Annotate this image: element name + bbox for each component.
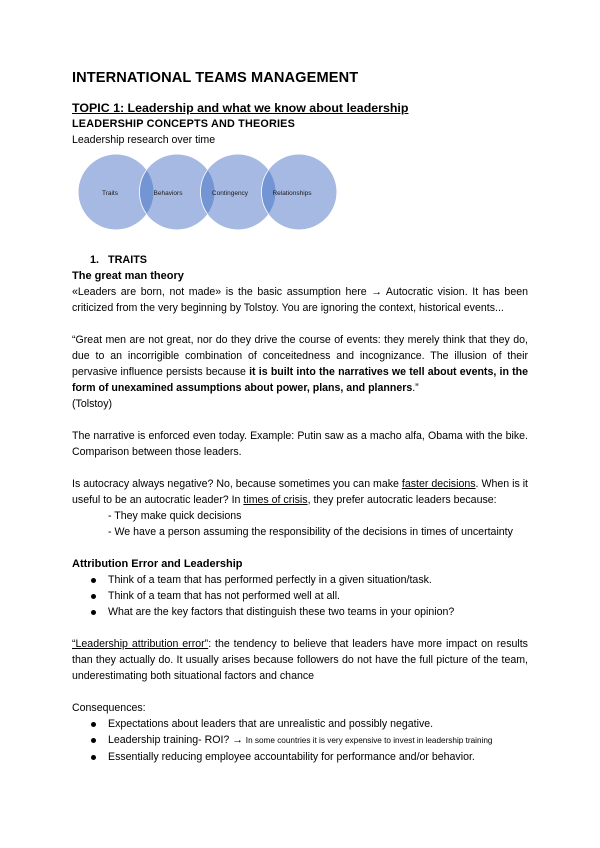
quote-text: “Great men are not great, nor do they drive the course of events: they merely think that they do, due to an incorrigible combination of conceitedness and incognizance. The illusion of their pervasive influence persists because [72, 334, 528, 378]
leadership-research-diagram [72, 150, 528, 236]
great-man-theory-heading: The great man theory [72, 270, 184, 282]
bullet-icon [91, 738, 96, 743]
autocracy-text-a: Is autocracy always negative? No, because sometimes you can make [72, 478, 402, 490]
circle-label-contingency: Contingency [211, 190, 249, 197]
document-page [72, 68, 528, 765]
definition-text: : the tendency to believe that leaders have more impact on results than they actually do. It usually arises because followers do not have the full picture of the team, underestimating both situational factors and chance [72, 638, 528, 682]
circle-label-behaviors: Behaviors [153, 190, 183, 197]
topic-title: TOPIC 1: Leadership and what we know about leadership [72, 101, 409, 115]
diagram-caption: Leadership research over time [72, 134, 216, 146]
bullet-item: Think of a team that has not performed well at all. [108, 588, 528, 604]
tolstoy-quote [72, 332, 528, 396]
consequence-note: In some countries it is very expensive to invest in leadership training [245, 736, 493, 745]
narrative-paragraph: The narrative is enforced even today. Example: Putin saw as a macho alfa, Obama with the bike. Comparison between those leaders. [72, 430, 528, 458]
times-of-crisis-underlined: times of crisis [243, 494, 308, 506]
great-man-paragraph: «Leaders are born, not made» is the basic assumption here → Autocratic vision. It has been criticized from the very beginning by Tolstoy. You are ignoring the context, historical events... [72, 286, 528, 314]
consequence-item: Leadership training- ROI? → In some countries it is very expensive to invest in leadership training [108, 732, 528, 749]
quote-end: .” [412, 382, 419, 394]
bullet-icon [91, 755, 96, 760]
reason-item: - We have a person assuming the responsibility of the decisions in times of uncertainty [108, 526, 513, 538]
autocracy-paragraph [72, 476, 528, 508]
circle-label-relationships: Relationships [272, 190, 312, 197]
traits-heading [72, 252, 528, 268]
attribution-bullets [72, 572, 528, 620]
traits-heading-text: TRAITS [108, 254, 147, 266]
circle-label-traits: Traits [101, 190, 119, 197]
section-title: LEADERSHIP CONCEPTS AND THEORIES [72, 118, 295, 130]
autocracy-text-c: , they prefer autocratic leaders because: [307, 494, 497, 506]
quote-author: (Tolstoy) [72, 398, 113, 410]
bullet-item: What are the key factors that distinguish these two teams in your opinion? [108, 604, 528, 620]
traits-number: 1. [90, 254, 100, 266]
bullet-icon [91, 594, 96, 599]
reason-item: - They make quick decisions [108, 510, 242, 522]
consequences-label: Consequences: [72, 702, 146, 714]
consequences-list [72, 716, 528, 765]
attribution-definition [72, 636, 528, 684]
autocracy-text-b: . When is it useful to be an autocratic leader? In [72, 478, 528, 506]
bullet-item: Think of a team that has performed perfectly in a given situation/task. [108, 572, 528, 588]
bullet-icon [91, 610, 96, 615]
bullet-icon [91, 722, 96, 727]
faster-decisions-underlined: faster decisions [401, 478, 476, 490]
consequence-item: Expectations about leaders that are unrealistic and possibly negative. [108, 716, 528, 732]
bullet-icon [91, 578, 96, 583]
consequence-item: Essentially reducing employee accountability for performance and/or behavior. [108, 749, 528, 765]
quote-bold-text: it is built into the narratives we tell about events, in the form of unexamined assumptions about power, plans, and planners [72, 366, 529, 394]
venn-circles [72, 150, 342, 236]
autocracy-reasons-list [108, 508, 528, 540]
attribution-heading: Attribution Error and Leadership [72, 558, 243, 570]
document-title: INTERNATIONAL TEAMS MANAGEMENT [72, 70, 359, 86]
definition-term: “Leadership attribution error” [72, 638, 209, 650]
